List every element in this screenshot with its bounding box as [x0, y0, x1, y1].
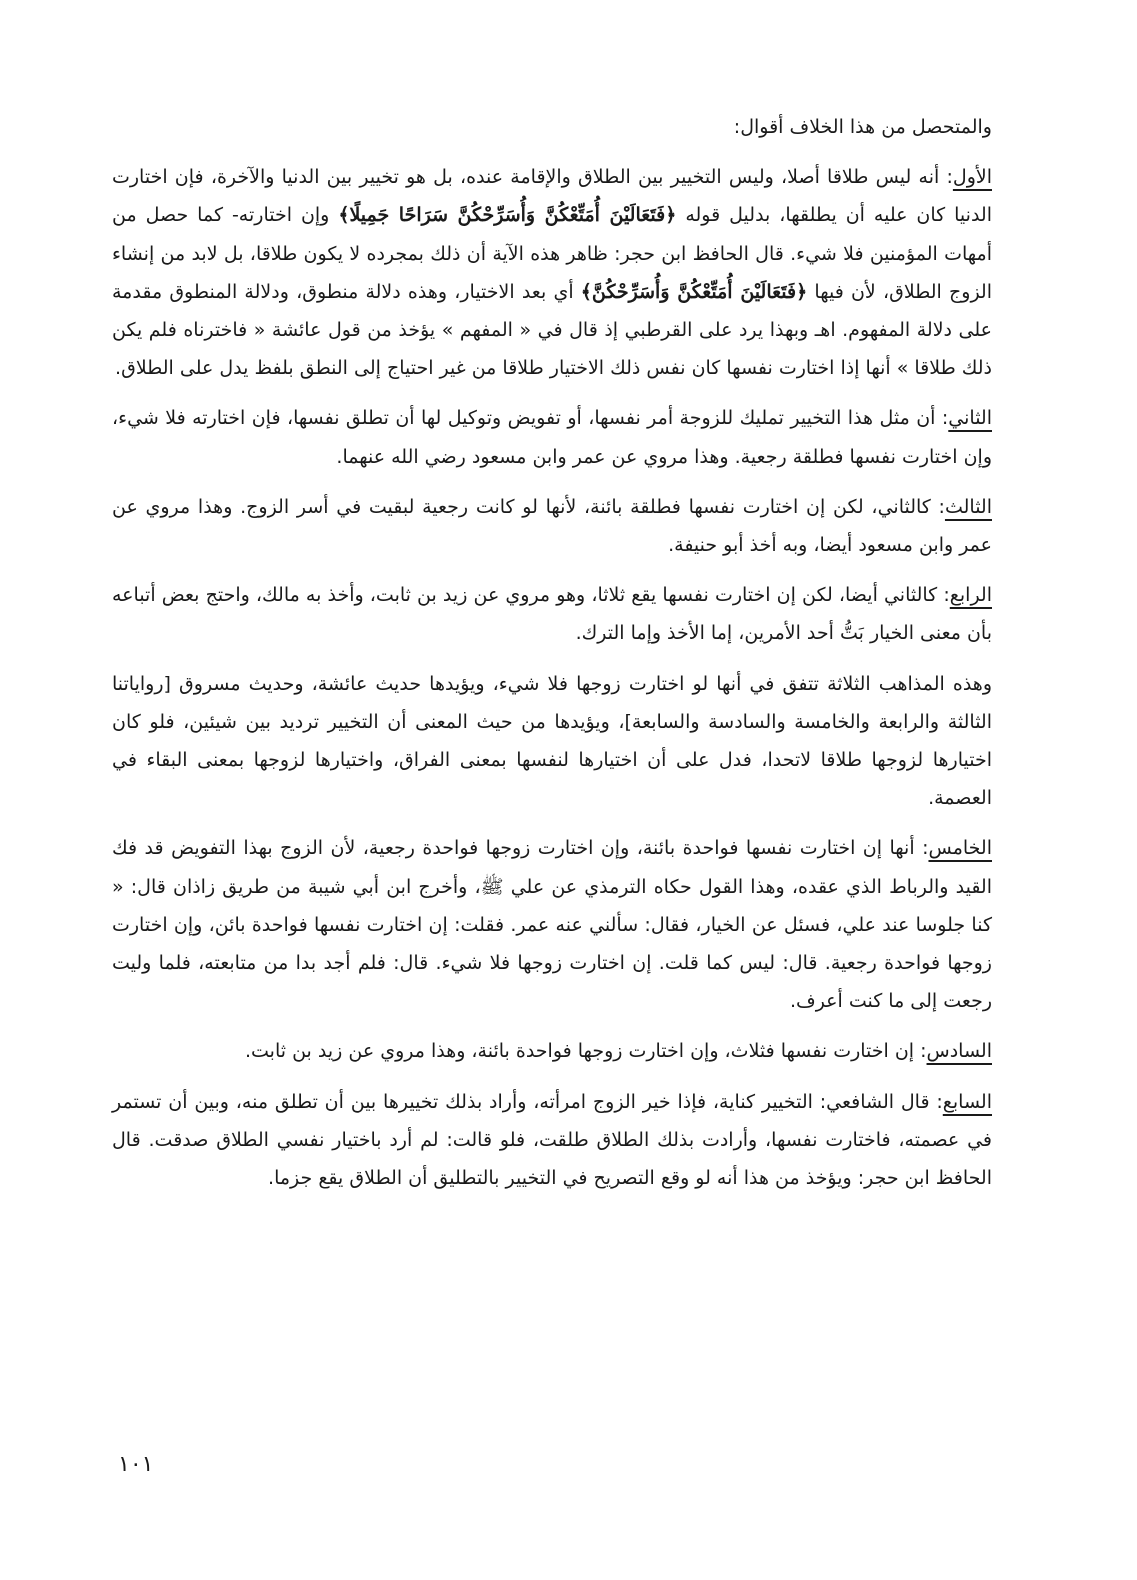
paragraph-label: الثالث: [944, 495, 992, 518]
paragraph-text: : كالثاني، لكن إن اختارت نفسها فطلقة بائنة، لأنها لو كانت رجعية لبقيت في أسر الزوج. وهذا مروي عن عمر وابن مسعود أيضا، وبه أخذ أبو حنيفة.: [112, 495, 992, 557]
paragraph-label: السابع: [942, 1090, 992, 1113]
paragraph-text: أي بعد الاختيار، وهذه دلالة منطوق، ودلالة المنطوق مقدمة على دلالة المفهوم. اهـ وبهذا يرد على القرطبي إذ قال في « المفهم » يؤخذ من قول عائشة « فاخترناه فلم يكن ذلك طلاقا » أنها إذا اختارت نفسها كان نفس ذلك الاختيار طلاقا من غير احتياج إلى النطق بلفظ يدل على الطلاق.: [112, 280, 992, 380]
paragraph-label: الرابع: [949, 584, 992, 607]
intro-line: والمتحصل من هذا الخلاف أقوال:: [733, 116, 992, 138]
paragraph-label: السادس: [926, 1040, 992, 1063]
paragraph: [112, 829, 992, 1020]
paragraph-label: الثاني: [948, 407, 992, 430]
paragraph: [112, 399, 992, 475]
paragraph-text: : أن مثل هذا التخيير تمليك للزوجة أمر نفسها، أو تفويض وتوكيل لها أن تطلق نفسها، فإن اختارته فلا شيء، وإن اختارت نفسها فطلقة رجعية. وهذا مروي عن عمر وابن مسعود رضي الله عنهما.: [112, 407, 992, 468]
paragraph: [112, 158, 992, 387]
paragraph-label: الأول: [952, 166, 992, 189]
page-number: ١٠١: [118, 1452, 154, 1477]
paragraph-text: وإن اختارته- كما حصل من أمهات المؤمنين فلا شيء. قال الحافظ ابن حجر: ظاهر هذه الآية أن ذلك بمجرده لا يكون طلاقا، بل لابد من إنشاء الزوج الطلاق، لأن فيها: [112, 204, 993, 303]
page-body: [112, 108, 992, 1209]
quran-verse: ﴿فَتَعَالَيْنَ أُمَتِّعْكُنَّ وَأُسَرِّحْكُنَّ﴾: [580, 280, 808, 303]
paragraph: [112, 1083, 992, 1198]
paragraph-list: [112, 158, 992, 1197]
paragraph-text: : قال الشافعي: التخيير كناية، فإذا خير الزوج امرأته، وأراد بذلك تخييرها بين أن تطلق منه، وبين أن تستمر في عصمته، فاختارت نفسها، وأرادت بذلك الطلاق طلقت، فلو قالت: لم أرد باختيار نفسي الطلاق صدقت. قال الحافظ ابن حجر: ويؤخذ من هذا أنه لو وقع التصريح في التخيير بالتطليق أن الطلاق يقع جزما.: [112, 1090, 992, 1190]
paragraph: [112, 1032, 992, 1070]
quran-verse: ﴿فَتَعَالَيْنَ أُمَتِّعْكُنَّ وَأُسَرِّحْكُنَّ سَرَاحًا جَمِيلًا﴾: [338, 204, 677, 227]
paragraph: [112, 488, 992, 564]
paragraph: [112, 665, 992, 818]
paragraph-text: : أنها إن اختارت نفسها فواحدة بائنة، وإن اختارت زوجها فواحدة رجعية، لأن الزوج بهذا التفويض قد فك القيد والرباط الذي عقده، وهذا القول حكاه الترمذي عن علي ﷺ، وأخرج ابن أبي شيبة من طريق زاذان قال: « كنا جلوسا عند علي، فسئل عن الخيار، فقال: سألني عنه عمر. فقلت: إن اختارت نفسها فواحدة بائن، وإن اختارت زوجها فواحدة رجعية. قال: ليس كما قلت. إن اختارت زوجها فلا شيء. قال: فلم أجد بدا من متابعته، فلما وليت رجعت إلى ما كنت أعرف.: [112, 837, 992, 1013]
paragraph-text: وهذه المذاهب الثلاثة تتفق في أنها لو اختارت زوجها فلا شيء، ويؤيدها حديث عائشة، وحديث مسروق [رواياتنا الثالثة والرابعة والخامسة والسادسة والسابعة]، ويؤيدها من حيث المعنى أن التخيير ترديد بين شيئين، فلو كان اختيارها لزوجها طلاقا لاتحدا، فدل على أن اختيارها لنفسها بمعنى الفراق، واختيارها لزوجها بمعنى البقاء في العصمة.: [112, 672, 992, 810]
paragraph-label: الخامس: [928, 837, 992, 860]
paragraph-text: : أنه ليس طلاقا أصلا، وليس التخيير بين الطلاق والإقامة عنده، بل هو تخيير بين الدنيا والآخرة، فإن اختارت الدنيا كان عليه أن يطلقها، بدليل قوله: [112, 166, 992, 227]
paragraph: [112, 576, 992, 652]
paragraph-text: : إن اختارت نفسها فثلاث، وإن اختارت زوجها فواحدة بائنة، وهذا مروي عن زيد بن ثابت.: [244, 1040, 927, 1063]
paragraph-text: : كالثاني أيضا، لكن إن اختارت نفسها يقع ثلاثا، وهو مروي عن زيد بن ثابت، وأخذ به مالك، واحتج بعض أتباعه بأن معنى الخيار بَتُّ أحد الأمرين، إما الأخذ وإما الترك.: [112, 584, 992, 645]
